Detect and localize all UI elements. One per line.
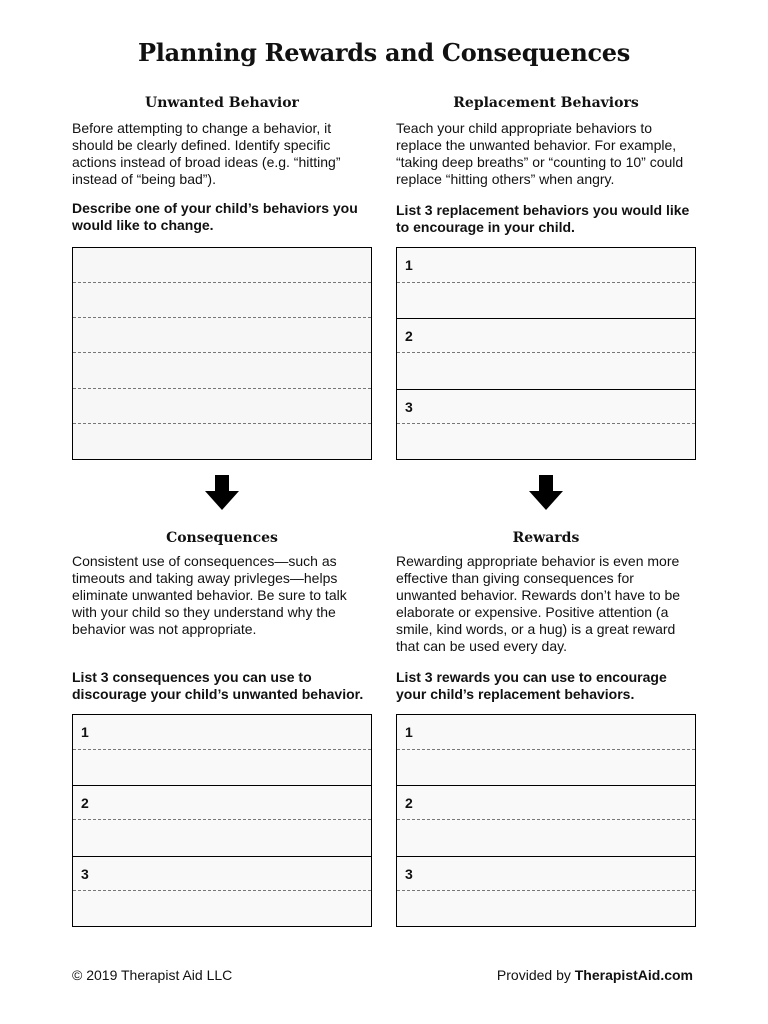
- consequences-prompt-wrap: [72, 669, 372, 703]
- list-item[interactable]: [397, 856, 695, 891]
- item-number: 1: [405, 724, 413, 740]
- list-item[interactable]: [397, 318, 695, 353]
- rewards-prompt-wrap: [396, 669, 696, 703]
- item-number: 2: [405, 328, 413, 345]
- writing-line[interactable]: [397, 820, 695, 855]
- writing-line[interactable]: [73, 353, 371, 388]
- consequences-heading: Consequences: [166, 530, 278, 546]
- list-item[interactable]: [397, 248, 695, 283]
- down-arrow-icon: [204, 475, 240, 511]
- item-number: 2: [405, 795, 413, 812]
- copyright: © 2019 Therapist Aid LLC: [72, 967, 233, 983]
- writing-line[interactable]: [397, 750, 695, 785]
- consequences-prompt: List 3 consequences you can use to discourage your child’s unwanted behavior.: [72, 669, 364, 702]
- replacement-behaviors-prompt: List 3 replacement behaviors you would like to encourage in your child.: [396, 202, 690, 235]
- replacement-behaviors-section: [396, 95, 696, 236]
- writing-line[interactable]: [73, 389, 371, 424]
- item-number: 1: [405, 257, 413, 273]
- provided-by: [497, 967, 693, 983]
- replacement-behaviors-description: Teach your child appropriate behaviors to replace the unwanted behavior. For example, “taking deep breaths” or “counting to 10” could replace “hitting others” when angry.: [396, 120, 684, 187]
- list-item[interactable]: [73, 785, 371, 820]
- unwanted-behavior-prompt: Describe one of your child’s behaviors you would like to change.: [72, 200, 358, 233]
- list-item[interactable]: [73, 715, 371, 750]
- replacement-behaviors-list-box[interactable]: [396, 247, 696, 460]
- list-item[interactable]: [397, 389, 695, 424]
- unwanted-behavior-heading: Unwanted Behavior: [145, 95, 299, 111]
- writing-line[interactable]: [73, 891, 371, 926]
- consequences-list-box[interactable]: [72, 714, 372, 927]
- list-item[interactable]: [397, 715, 695, 750]
- page-title: Planning Rewards and Consequences: [138, 38, 630, 67]
- writing-line[interactable]: [73, 750, 371, 785]
- unwanted-behavior-description: Before attempting to change a behavior, it should be clearly defined. Identify specific actions instead of broad ideas (e.g. “hitting” instead of “being bad”).: [72, 120, 341, 187]
- rewards-heading: Rewards: [512, 530, 580, 546]
- list-item[interactable]: [397, 785, 695, 820]
- writing-line[interactable]: [397, 353, 695, 388]
- brand-link[interactable]: TherapistAid.com: [574, 967, 693, 983]
- writing-line[interactable]: [397, 283, 695, 318]
- item-number: 3: [405, 398, 413, 415]
- writing-line[interactable]: [397, 891, 695, 926]
- replacement-behaviors-heading: Replacement Behaviors: [453, 95, 639, 111]
- consequences-description: Consistent use of consequences—such as timeouts and taking away privleges—helps eliminate unwanted behavior. Be sure to talk with your child so they understand why the behavior was not appropriate.: [72, 553, 347, 637]
- writing-line[interactable]: [73, 318, 371, 353]
- consequences-section: [72, 530, 372, 638]
- provided-by-label: Provided by: [496, 967, 575, 983]
- writing-line[interactable]: [73, 820, 371, 855]
- item-number: 3: [81, 865, 89, 882]
- rewards-section: [396, 530, 696, 655]
- writing-line[interactable]: [397, 424, 695, 459]
- rewards-prompt: List 3 rewards you can use to encourage your child’s replacement behaviors.: [396, 669, 667, 702]
- rewards-list-box[interactable]: [396, 714, 696, 927]
- writing-line[interactable]: [73, 248, 371, 283]
- unwanted-behavior-writing-box[interactable]: [72, 247, 372, 460]
- down-arrow-icon: [528, 475, 564, 511]
- writing-line[interactable]: [73, 283, 371, 318]
- writing-line[interactable]: [73, 424, 371, 459]
- item-number: 1: [81, 724, 89, 740]
- item-number: 2: [81, 795, 89, 812]
- list-item[interactable]: [73, 856, 371, 891]
- unwanted-behavior-section: [72, 95, 372, 234]
- item-number: 3: [405, 865, 413, 882]
- rewards-description: Rewarding appropriate behavior is even more effective than giving consequences for unwanted behavior. Rewards don’t have to be elaborate or expensive. Positive attention (a smile, kind words, or a hug) is a great reward that can be used every day.: [396, 553, 681, 654]
